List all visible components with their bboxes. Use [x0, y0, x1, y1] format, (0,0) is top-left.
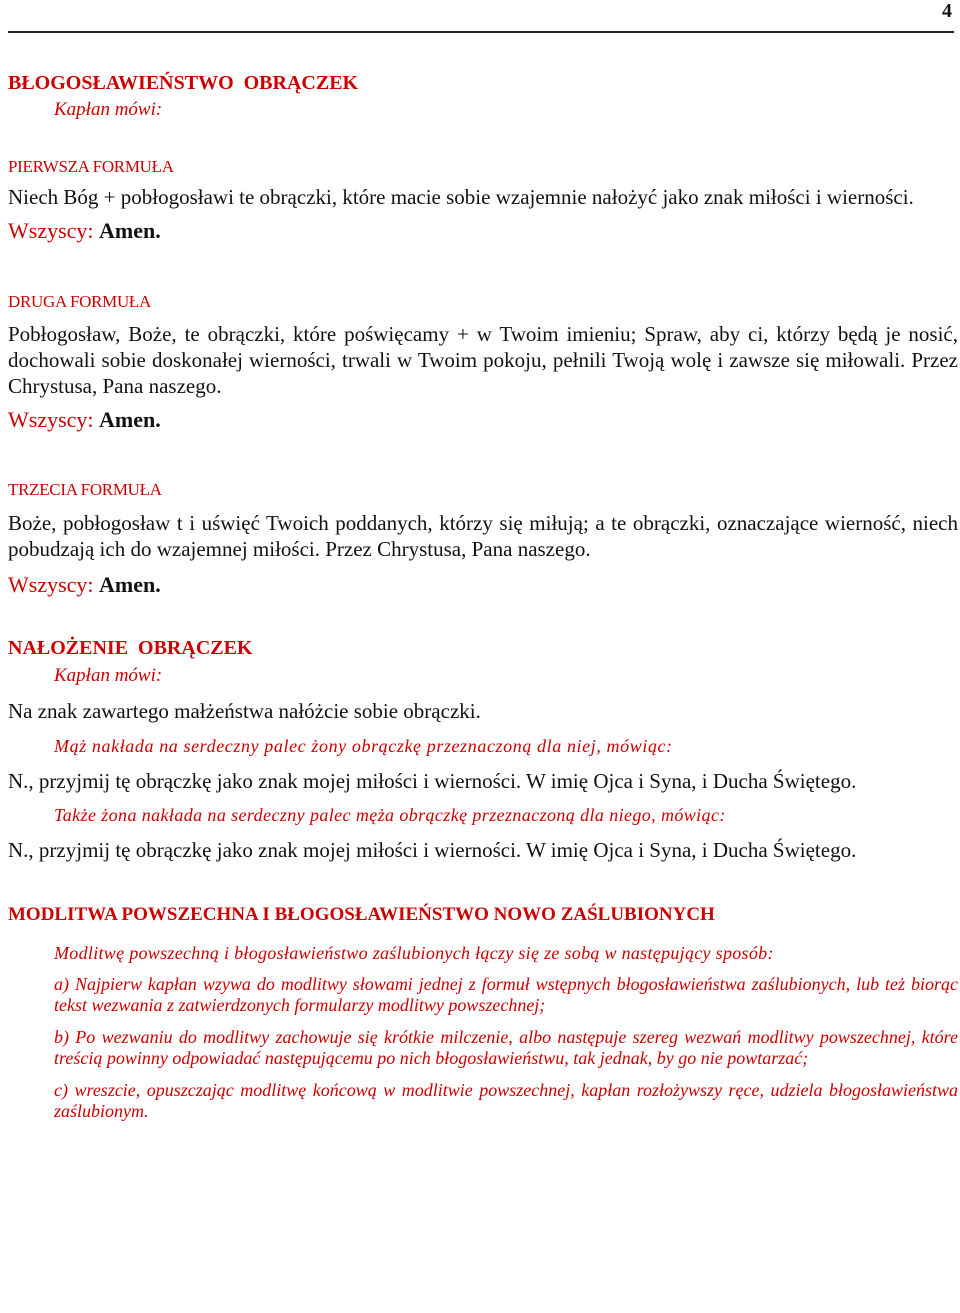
second-formula-label: DRUGA FORMUŁA	[8, 292, 151, 311]
response-amen: Amen.	[99, 572, 161, 597]
husband-words: N., przyjmij tę obrączkę jako znak mojej miłości i wierności. W imię Ojca i Syna, i Ducha Świętego.	[8, 769, 857, 793]
page-number: 4	[942, 0, 952, 22]
wife-words: N., przyjmij tę obrączkę jako znak mojej miłości i wierności. W imię Ojca i Syna, i Ducha Świętego.	[8, 838, 857, 862]
first-formula-label: PIERWSZA FORMUŁA	[8, 157, 174, 176]
header-rule	[8, 31, 954, 33]
third-formula-response	[8, 570, 958, 600]
prayer-item-b: b) Po wezwaniu do modlitwy zachowuje się krótkie milczenie, albo następuje szereg wezwań modlitwy powszechnej, które treścią powinny odpowiadać następującemu po nich błogosławieństwu, tak jednak, by go nie powtarzać;	[54, 1027, 958, 1068]
prayer-item-a: a) Najpierw kapłan wzywa do modlitwy słowami jednej z formuł wstępnych błogosławieństwa zaślubionych, lub też biorąc tekst wezwania z zatwierdzonych formularzy modlitwy powszechnej;	[54, 974, 958, 1015]
response-prefix: Wszyscy:	[8, 218, 94, 243]
second-formula-text: Pobłogosław, Boże, te obrączki, które poświęcamy + w Twoim imieniu; Spraw, aby ci, którzy będą je nosić, dochowali sobie doskonałej wierności, trwali w Twoim pokoju, pełnili Twoją wolę i zawsze się miłowali. Przez Chrystusa, Pana naszego.	[8, 322, 958, 398]
document-body	[8, 68, 958, 1122]
rings-title: NAŁOŻENIE OBRĄCZEK	[8, 637, 253, 659]
first-formula-text: Niech Bóg + pobłogosławi te obrączki, które macie sobie wzajemnie nałożyć jako znak miłości i wierności.	[8, 185, 914, 209]
third-formula-label: TRZECIA FORMUŁA	[8, 480, 162, 499]
rings-intro: Na znak zawartego małżeństwa nałóżcie sobie obrączki.	[8, 699, 481, 723]
blessing-speaker: Kapłan mówi:	[54, 99, 163, 120]
husband-rubric: Mąż nakłada na serdeczny palec żony obrączkę przeznaczoną dla niej, mówiąc:	[54, 736, 673, 756]
response-amen: Amen.	[99, 218, 161, 243]
prayer-intro: Modlitwę powszechną i błogosławieństwo zaślubionych łączy się ze sobą w następujący sposób:	[54, 943, 774, 963]
wife-rubric: Także żona nakłada na serdeczny palec męża obrączkę przeznaczoną dla niego, mówiąc:	[54, 805, 726, 825]
second-formula-response	[8, 405, 958, 435]
prayer-title: MODLITWA POWSZECHNA I BŁOGOSŁAWIEŃSTWO NOWO ZAŚLUBIONYCH	[8, 904, 715, 925]
first-formula-response	[8, 216, 958, 246]
prayer-item-c: c) wreszcie, opuszczając modlitwę końcową w modlitwie powszechnej, kapłan rozłożywszy ręce, udziela błogosławieństwa zaślubionym.	[54, 1080, 958, 1121]
blessing-title: BŁOGOSŁAWIEŃSTWO OBRĄCZEK	[8, 72, 359, 94]
response-prefix: Wszyscy:	[8, 572, 94, 597]
third-formula-text: Boże, pobłogosław t i uświęć Twoich poddanych, którzy się miłują; a te obrączki, oznaczające wierność, niech pobudzają ich do wzajemnej miłości. Przez Chrystusa, Pana naszego.	[8, 511, 958, 561]
response-prefix: Wszyscy:	[8, 407, 94, 432]
response-amen: Amen.	[99, 407, 161, 432]
rings-speaker: Kapłan mówi:	[54, 665, 163, 686]
